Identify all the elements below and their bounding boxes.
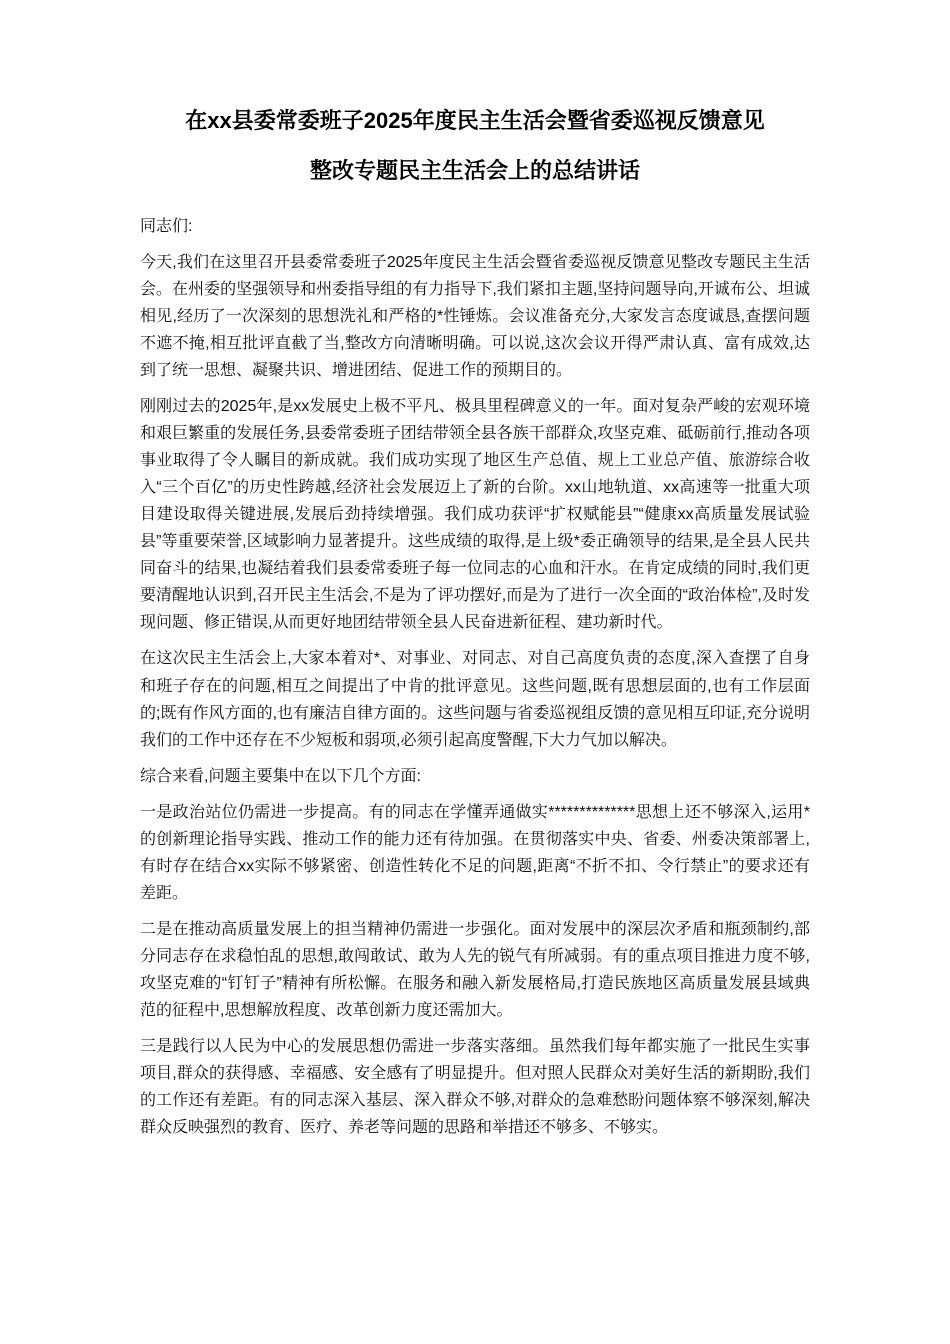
document-title-line-2: 整改专题民主生活会上的总结讲话 <box>309 157 640 183</box>
document-title <box>140 96 810 195</box>
document-body <box>140 213 810 1141</box>
paragraph: 同志们: <box>140 218 193 235</box>
paragraph: 一是政治站位仍需进一步提高。有的同志在学懂弄通做实**************思想上还不够深入,运用*的创新理论指导实践、推动工作的能力还有待加强。在贯彻落实中央、省委、州委决策部署上,有时存在结合xx实际不够紧密、创造性转化不足的问题,距离“不折不扣、令行禁止”的要求还有差距。 <box>140 803 810 902</box>
paragraph: 刚刚过去的2025年,是xx发展史上极不平凡、极具里程碑意义的一年。面对复杂严峻的宏观环境和艰巨繁重的发展任务,县委常委班子团结带领全县各族干部群众,攻坚克难、砥砺前行,推动各项事业取得了令人瞩目的新成就。我们成功实现了地区生产总值、规上工业总产值、旅游综合收入“三个百亿”的历史性跨越,经济社会发展迈上了新的台阶。xx山地轨道、xx高速等一批重大项目建设取得关键进展,发展后劲持续增强。我们成功获评“扩权赋能县”“健康xx高质量发展试验县”等重要荣誉,区域影响力显著提升。这些成绩的取得,是上级*委正确领导的结果,是全县人民共同奋斗的结果,也凝结着我们县委常委班子每一位同志的心血和汗水。在肯定成绩的同时,我们更要清醒地认识到,召开民主生活会,不是为了评功摆好,而是为了进行一次全面的“政治体检”,及时发现问题、修正错误,从而更好地团结带领全县人民奋进新征程、建功新时代。 <box>140 398 810 632</box>
paragraph: 三是践行以人民为中心的发展思想仍需进一步落实落细。虽然我们每年都实施了一批民生实事项目,群众的获得感、幸福感、安全感有了明显提升。但对照人民群众对美好生活的新期盼,我们的工作还有差距。有的同志深入基层、深入群众不够,对群众的急难愁盼问题体察不够深刻,解决群众反映强烈的教育、医疗、养老等问题的思路和举措还不够多、不够实。 <box>140 1037 810 1136</box>
paragraph: 综合来看,问题主要集中在以下几个方面: <box>140 767 421 785</box>
paragraph: 今天,我们在这里召开县委常委班子2025年度民主生活会暨省委巡视反馈意见整改专题民主生活会。在州委的坚强领导和州委指导组的有力指导下,我们紧扣主题,坚持问题导向,开诚布公、坦诚相见,经历了一次深刻的思想洗礼和严格的*性锤炼。会议准备充分,大家发言态度诚恳,查摆问题不遮不掩,相互批评直截了当,整改方向清晰明确。可以说,这次会议开得严肃认真、富有成效,达到了统一思想、凝聚共识、增进团结、促进工作的预期目的。 <box>140 254 810 380</box>
paragraph: 在这次民主生活会上,大家本着对*、对事业、对同志、对自己高度负责的态度,深入查摆了自身和班子存在的问题,相互之间提出了中肯的批评意见。这些问题,既有思想层面的,也有工作层面的;既有作风方面的,也有廉洁自律方面的。这些问题与省委巡视组反馈的意见相互印证,充分说明我们的工作中还存在不少短板和弱项,必须引起高度警醒,下大力气加以解决。 <box>140 650 810 749</box>
paragraph: 二是在推动高质量发展上的担当精神仍需进一步强化。面对发展中的深层次矛盾和瓶颈制约,部分同志存在求稳怕乱的思想,敢闯敢试、敢为人先的锐气有所减弱。有的重点项目推进力度不够,攻坚克难的“钉钉子”精神有所松懈。在服务和融入新发展格局,打造民族地区高质量发展县域典范的征程中,思想解放程度、改革创新力度还需加大。 <box>140 920 810 1019</box>
document-title-line-1: 在xx县委常委班子2025年度民主生活会暨省委巡视反馈意见 <box>185 108 765 133</box>
